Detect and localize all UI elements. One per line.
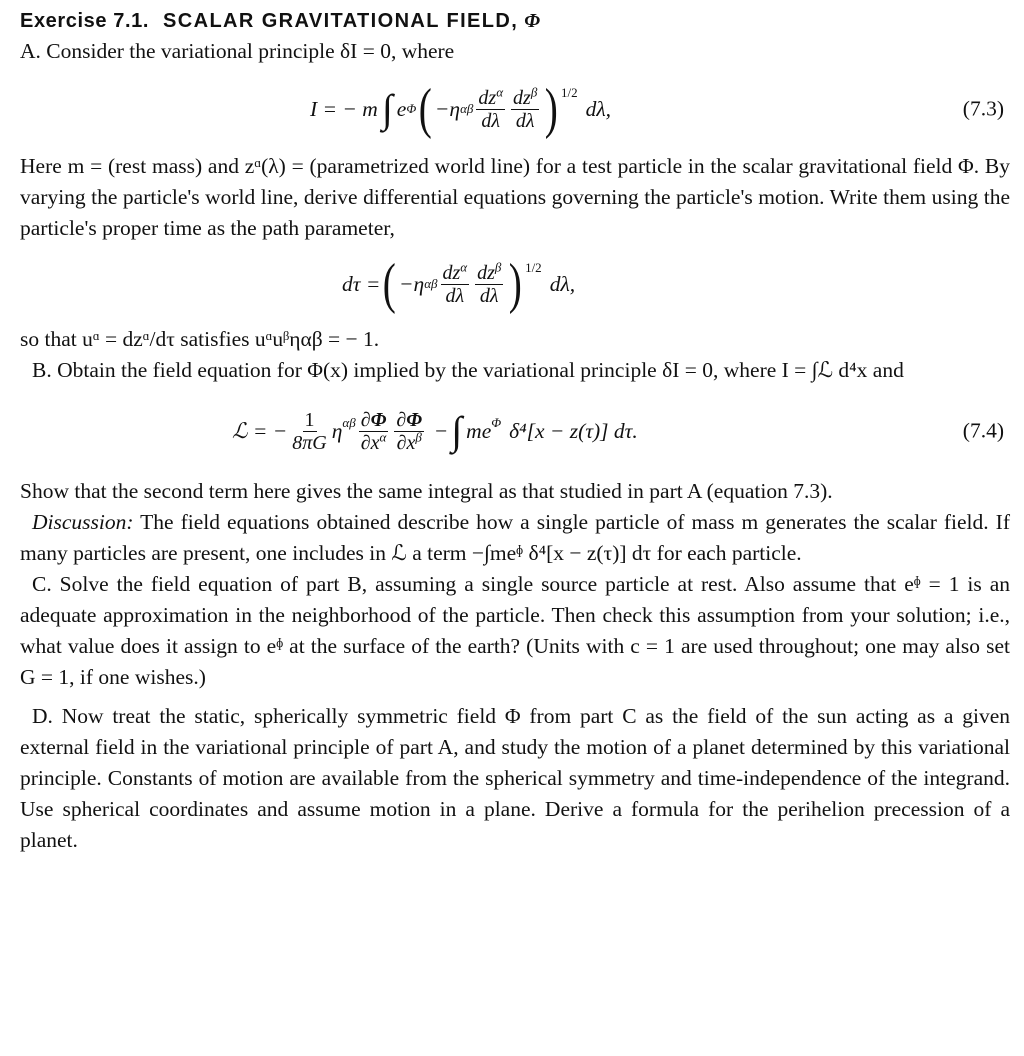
dtau-frac1: $\frac{dz^\alpha}{d\lambda}$ [442,258,468,307]
exercise-title: SCALAR GRAVITATIONAL FIELD, [163,10,519,32]
eq74-deriv1: $\frac{\partial\Phi}{\partial x^\alpha}$ [360,408,387,454]
discussion-text: The field equations obtained describe how a single particle of mass m generates the scalar field. If many particles are present, one includes in ℒ a term −∫meᶲ δ⁴[x − z(τ)] dτ for each particle. [20,510,1010,565]
part-a-intro: A. Consider the variational principle δI = 0, where [20,39,455,63]
eq74-lhs: ℒ = − [232,418,288,443]
eq73-frac2: $\frac{dz^\beta}{d\lambda}$ [513,83,538,132]
dtau-frac2: $\frac{dz^\beta}{d\lambda}$ [477,258,502,307]
eq74-delta: δ⁴[x − z(τ)] dτ. [509,418,638,443]
part-a-body: Here m = (rest mass) and zᵅ(λ) = (parametrized world line) for a test particle in the scalar gravitational field Φ. By varying the particle's world line, derive differential equations governing the particle's motion. Write them using the particle's proper time as the path parameter, [20,154,1010,240]
equation-7-3: I = − m ∫ e Φ ( −η αβ $\frac{dz^\alpha}{d\lambda}$ $\frac{dz^\beta}{d\lambda}$ ) $^{1/2}$ dλ, (7.3) [310,78,1004,140]
eq73-tail: dλ, [585,96,612,121]
equation-7-4: ℒ = − $\frac{1}{8\pi G}$ η $^{\alpha\beta}$ $\frac{\partial\Phi}{\partial x^\alpha}$ $\frac{\partial\Phi}{\partial x^\beta}$ − ∫ me $^\Phi$ δ⁴[x − z(τ)] dτ. (7.4) [232,408,1004,454]
eq73-integral: ∫ [381,86,393,131]
eq74-frac: $\frac{1}{8\pi G}$ [292,408,327,454]
exercise-symbol: Φ [524,10,541,32]
eq73-lhs: I = − m [310,96,378,121]
part-b-intro: B. Obtain the field equation for Φ(x) implied by the variational principle δI = 0, where I = ∫ℒ d⁴x and [32,358,904,382]
exercise-heading [20,8,1010,34]
eq74-term: me [466,418,492,443]
eq74-minus: − [435,418,448,443]
part-c-text: C. Solve the field equation of part B, assuming a single source particle at rest. Also assume that eᶲ = 1 is an adequate approximation in the neighborhood of the particle. Then check this assumption from your solution; i.e., what value does it assign to eᶲ at the surface of the earth? (Units with c = 1 are used throughout; one may also set G = 1, if one wishes.) [20,572,1010,689]
eq74-integral: ∫ [451,408,463,453]
eq73-label: (7.3) [962,96,1004,121]
part-b-discussion [20,507,1010,569]
eq73-exp: e [396,96,407,121]
eq73-inner: −η [434,96,461,121]
eq74-eta: η [331,418,343,443]
exercise-number: Exercise 7.1. [20,10,150,32]
eq74-label: (7.4) [962,418,1004,443]
part-a-so-that: so that uᵅ = dzᵅ/dτ satisfies uᵅuᵝηαβ = − 1. [20,327,380,351]
dtau-lhs: dτ = [342,271,381,296]
eq74-deriv2: $\frac{\partial\Phi}{\partial x^\beta}$ [396,408,423,454]
part-d-text: D. Now treat the static, spherically symmetric field Φ from part C as the field of the sun acting as a given external field in the variational principle of part A, and study the motion of a planet determined by this variational principle. Constants of motion are available from the spherical symmetry and time-independence of the integrand. Use spherical coordinates and assume motion in a plane. Derive a formula for the perihelion precession of a planet. [20,704,1010,852]
equation-dtau: dτ = ( −η αβ $\frac{dz^\alpha}{d\lambda}$ $\frac{dz^\beta}{d\lambda}$ ) $^{1/2}$ dλ, [342,253,576,315]
dtau-tail: dλ, [549,271,576,296]
discussion-label: Discussion: [32,510,134,534]
dtau-inner: −η [399,271,425,296]
eq73-frac1: $\frac{dz^\alpha}{d\lambda}$ [478,83,504,132]
part-b-show: Show that the second term here gives the same integral as that studied in part A (equation 7.3). [20,479,833,503]
